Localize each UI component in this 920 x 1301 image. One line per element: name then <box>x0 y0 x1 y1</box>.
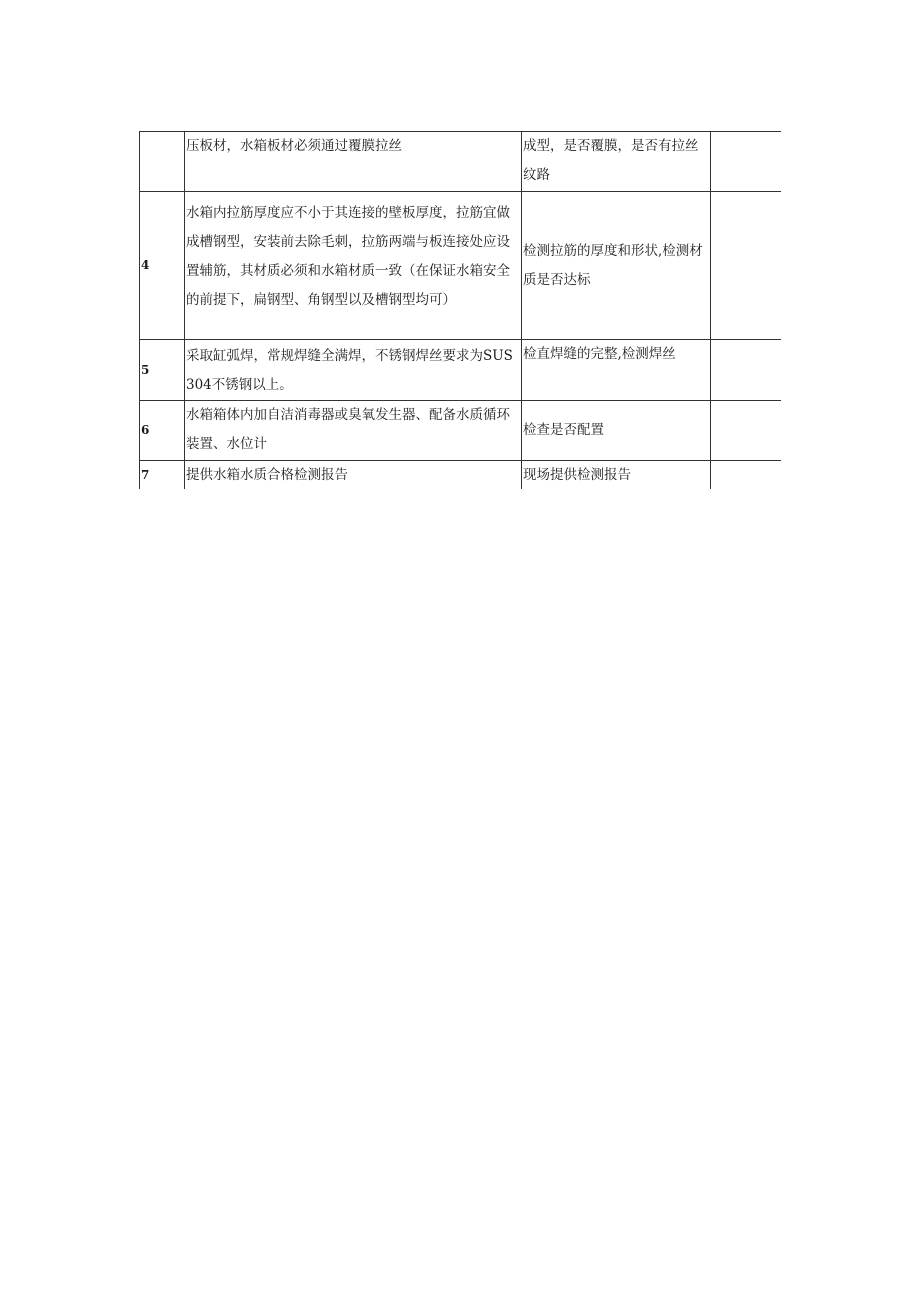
table-row <box>140 401 782 461</box>
check-method-text: 成型，是否覆膜，是否有拉丝纹路 <box>523 138 699 183</box>
row-number: 4 <box>140 192 185 340</box>
table-row <box>140 132 782 192</box>
requirement-cell <box>185 132 522 192</box>
check-method-text: 现场提供检测报告 <box>523 467 631 483</box>
row-number: 5 <box>140 340 185 401</box>
inspection-table-container <box>139 131 781 489</box>
check-method-cell <box>522 192 711 340</box>
row-number: 6 <box>140 401 185 461</box>
check-method-cell <box>522 461 711 490</box>
requirement-cell <box>185 401 522 461</box>
table-row <box>140 340 782 401</box>
requirement-text: 压板材，水箱板材必须通过覆膜拉丝 <box>186 138 402 154</box>
requirement-cell <box>185 340 522 401</box>
result-cell <box>711 461 782 490</box>
result-cell <box>711 340 782 401</box>
check-method-text: 检直焊缝的完整,检测焊丝 <box>523 346 676 362</box>
result-cell <box>711 132 782 192</box>
result-cell <box>711 192 782 340</box>
table-row <box>140 192 782 340</box>
check-method-cell <box>522 340 711 401</box>
requirement-text: 水箱内拉筋厚度应不小于其连接的壁板厚度，拉筋宜做成槽钢型，安装前去除毛刺，拉筋两端与板连接处应设置辅筋，其材质必须和水箱材质一致（在保证水箱安全的前提下，扁钢型、角钢型以及槽钢型均可） <box>186 205 510 308</box>
result-cell <box>711 401 782 461</box>
row-number: 7 <box>140 461 185 490</box>
requirement-text: 提供水箱水质合格检测报告 <box>186 467 348 483</box>
inspection-table <box>139 131 781 489</box>
requirement-text: 采取缸弧焊，常规焊缝全满焊，不锈钢焊丝要求为SUS304不锈钢以上。 <box>186 348 513 393</box>
table-row <box>140 461 782 490</box>
requirement-text: 水箱箱体内加自洁消毒器或臭氧发生器、配备水质循环装置、水位计 <box>186 407 510 452</box>
requirement-cell <box>185 461 522 490</box>
check-method-text: 检查是否配置 <box>523 422 604 438</box>
check-method-text: 检测拉筋的厚度和形状,检测材质是否达标 <box>523 242 703 288</box>
check-method-cell <box>522 401 711 461</box>
row-number <box>140 132 185 192</box>
requirement-cell <box>185 192 522 340</box>
check-method-cell <box>522 132 711 192</box>
